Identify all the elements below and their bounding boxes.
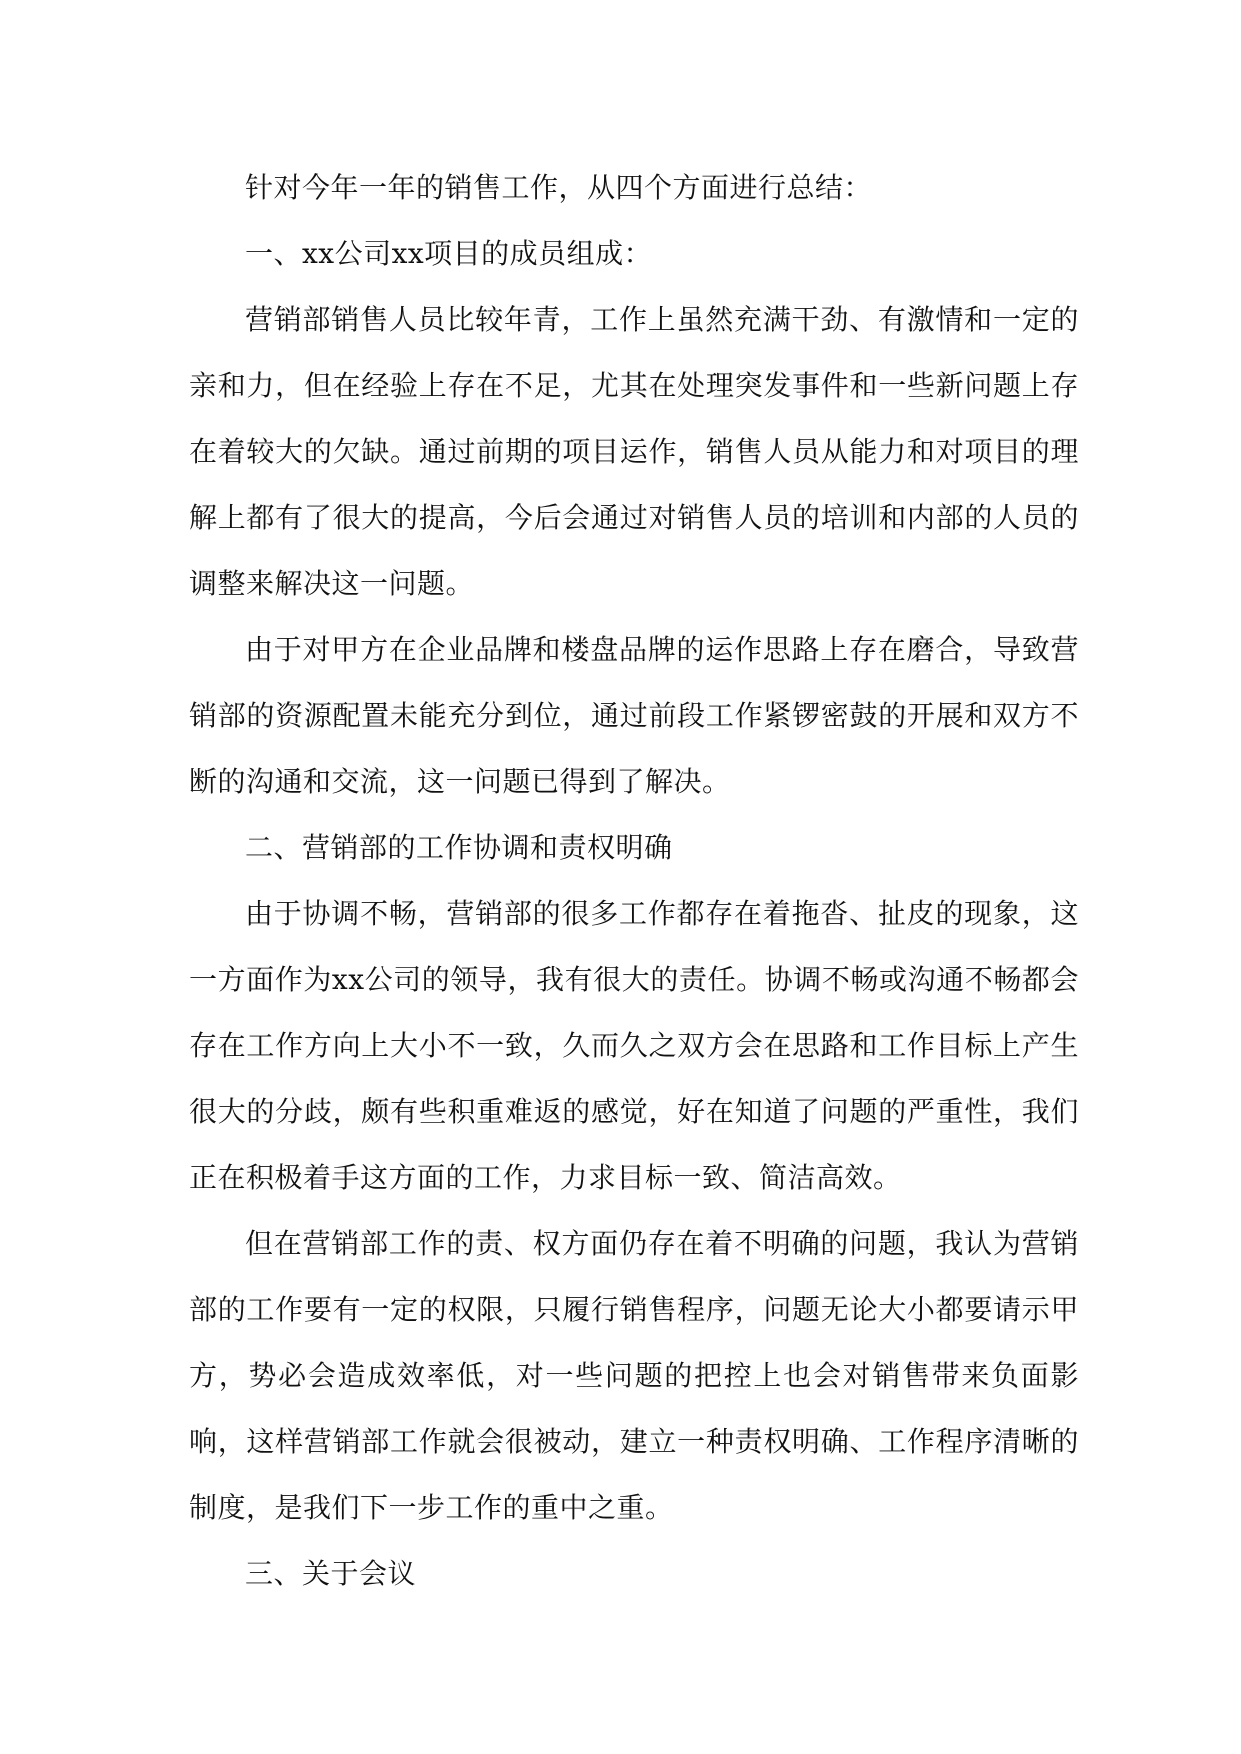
intro-line: 针对今年一年的销售工作，从四个方面进行总结： <box>245 171 873 204</box>
section-2-paragraph-1: 由于协调不畅，营销部的很多工作都存在着拖沓、扯皮的现象，这一方面作为xx公司的领导，我有很大的责任。协调不畅或沟通不畅都会存在工作方向上大小不一致，久而久之双方会在思路和工作目标上产生很大的分歧，颇有些积重难返的感觉，好在知道了问题的严重性，我们正在积极着手这方面的工作，力求目标一致、简洁高效。 <box>189 897 1079 1194</box>
section-2-heading: 二、营销部的工作协调和责权明确 <box>245 831 673 864</box>
document-body <box>189 155 1079 1607</box>
section-1-paragraph-1: 营销部销售人员比较年青，工作上虽然充满干劲、有激情和一定的亲和力，但在经验上存在不足，尤其在处理突发事件和一些新问题上存在着较大的欠缺。通过前期的项目运作，销售人员从能力和对项目的理解上都有了很大的提高，今后会通过对销售人员的培训和内部的人员的调整来解决这一问题。 <box>189 303 1079 600</box>
section-2-paragraph-2: 但在营销部工作的责、权方面仍存在着不明确的问题，我认为营销部的工作要有一定的权限，只履行销售程序，问题无论大小都要请示甲方，势必会造成效率低，对一些问题的把控上也会对销售带来负面影响，这样营销部工作就会很被动，建立一种责权明确、工作程序清晰的制度，是我们下一步工作的重中之重。 <box>189 1227 1079 1524</box>
section-3-heading: 三、关于会议 <box>245 1557 417 1590</box>
section-1-paragraph-2: 由于对甲方在企业品牌和楼盘品牌的运作思路上存在磨合，导致营销部的资源配置未能充分到位，通过前段工作紧锣密鼓的开展和双方不断的沟通和交流，这一问题已得到了解决。 <box>189 633 1079 798</box>
section-1-heading: 一、xx公司xx项目的成员组成： <box>245 237 653 270</box>
